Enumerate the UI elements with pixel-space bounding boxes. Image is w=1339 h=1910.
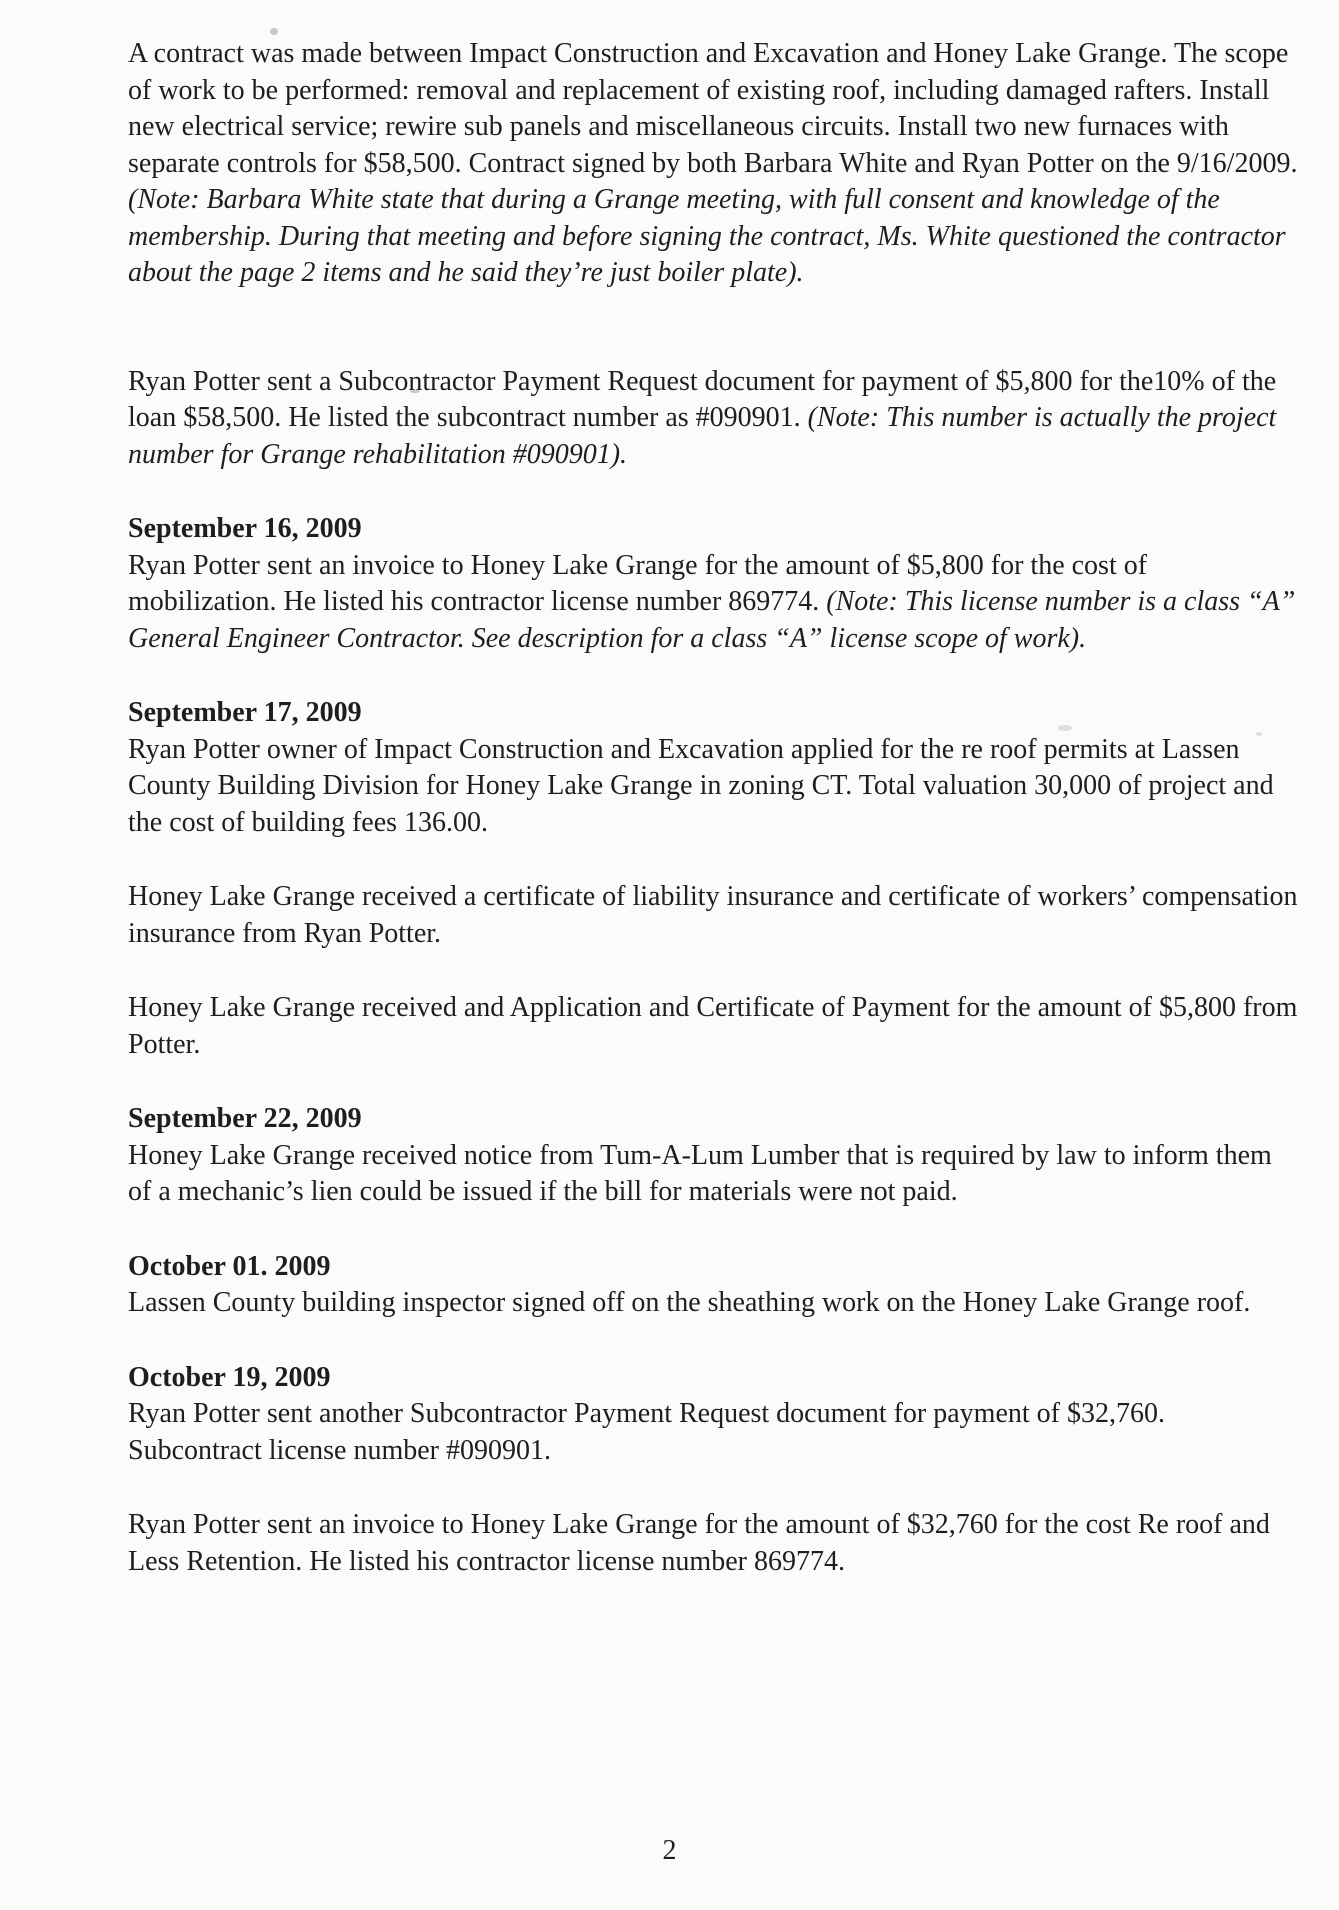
paragraph-text: Lassen County building inspector signed off on the sheathing work on the Honey Lake Grange roof.	[128, 1287, 1251, 1318]
paragraph-sept-16	[128, 511, 1298, 657]
paragraph-text: Ryan Potter owner of Impact Construction and Excavation applied for the re roof permits at Lassen County Building Division for Honey Lake Grange in zoning CT. Total valuation 30,000 of project and the cost of building fees 136.00.	[128, 733, 1274, 838]
paragraph-oct-19	[128, 1360, 1298, 1470]
paragraph-text: Ryan Potter sent a Subcontractor Payment Request document for payment of $5,800 for the10% of the loan $58,500. He listed the subcontract number as #090901.	[128, 365, 1277, 433]
paragraph-text: Honey Lake Grange received and Application and Certificate of Payment for the amount of $5,800 from Potter.	[128, 992, 1298, 1060]
paragraph-note: (Note: This license number is a class “A” General Engineer Contractor. See description for a class “A” license scope of work).	[128, 586, 1296, 654]
paragraph-text: Ryan Potter sent another Subcontractor Payment Request document for payment of $32,760. Subcontract license number #090901.	[128, 1398, 1165, 1466]
paragraph-note: (Note: Barbara White state that during a Grange meeting, with full consent and knowledge of the membership. During that meeting and before signing the contract, Ms. White questioned the contractor about the page 2 items and he said they’re just boiler plate).	[128, 184, 1286, 288]
paragraph-insurance	[128, 879, 1298, 952]
paragraph-note: (Note: This number is actually the project number for Grange rehabilitation #090901).	[128, 402, 1277, 470]
date-heading: October 01. 2009	[128, 1250, 331, 1282]
paragraph-sept-22	[128, 1101, 1298, 1211]
paragraph-sept-17	[128, 695, 1298, 841]
document-body	[128, 36, 1298, 1580]
date-heading: September 22, 2009	[128, 1103, 362, 1134]
paragraph-text: Honey Lake Grange received notice from Tum-A-Lum Lumber that is required by law to inform them of a mechanic’s lien could be issued if the bill for materials were not paid.	[128, 1139, 1272, 1207]
date-heading: September 17, 2009	[128, 697, 362, 728]
paragraph-text: A contract was made between Impact Construction and Excavation and Honey Lake Grange. The scope of work to be performed: removal and replacement of existing roof, including damaged rafters. Install new electrical service; rewire sub panels and miscellaneous circuits. Install two new furnaces with separate controls for $58,500. Contract signed by both Barbara White and Ryan Potter on the 9/16/2009.	[128, 38, 1298, 179]
paragraph-text: Honey Lake Grange received a certificate of liability insurance and certificate of workers’ compensation insurance from Ryan Potter.	[128, 881, 1298, 949]
paragraph-contract	[128, 36, 1298, 292]
paragraph-certificate-payment	[128, 990, 1298, 1063]
date-heading: September 16, 2009	[128, 513, 362, 544]
page-number: 2	[662, 1835, 677, 1866]
paragraph-text: Ryan Potter sent an invoice to Honey Lake Grange for the amount of $5,800 for the cost of mobilization. He listed his contractor license number 869774.	[128, 549, 1148, 617]
paragraph-oct-01	[128, 1249, 1298, 1322]
paragraph-text: Ryan Potter sent an invoice to Honey Lake Grange for the amount of $32,760 for the cost Re roof and Less Retention. He listed his contractor license number 869774.	[128, 1509, 1270, 1577]
date-heading: October 19, 2009	[128, 1361, 331, 1393]
scan-speck	[270, 28, 278, 35]
paragraph-payment-request	[128, 364, 1298, 474]
paragraph-invoice-reroof	[128, 1507, 1298, 1580]
